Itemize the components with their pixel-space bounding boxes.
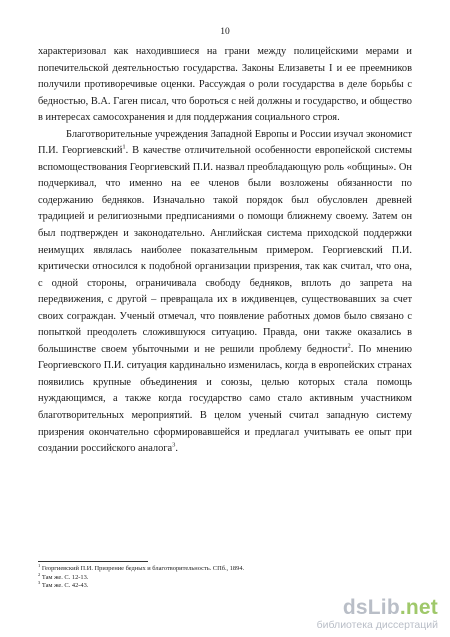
footnote-number: 1	[38, 562, 41, 568]
dslib-watermark[interactable]	[288, 597, 438, 631]
logo-accent: .net	[399, 596, 438, 619]
footnote-number: 2	[38, 571, 41, 577]
footnote-text: Георгиевский П.И. Призрение бедных и благотворительность. СПб., 1894.	[40, 565, 245, 572]
footnote-text: Там же. С. 12-13.	[40, 573, 89, 581]
footnote-ref-1[interactable]: 1	[122, 143, 126, 151]
paragraph-2-part-2: . В качестве отличительной особенности европейской системы вспомоществования Георгиевский П.И. назвал преобладающую роль «общины». Он подчеркивал, что именно на ее членов были возложены обязанности по содержанию бедняков. Изначально такой порядок был обусловлен древней традицией и религиозными предписаниями о помощи ближнему своему. Затем он был подтвержден и законодательно. Английская система приходской поддержки неимущих являлась наиболее показательным примером. Георгиевский П.И. критически относился к подобной организации призрения, так как считал, что она, с одной стороны, ограничивала свободу бедняков, вплоть до запрета на передвижения, с другой – превращала их в иждивенцев, существовавших за счет своих сограждан. Ученый отмечал, что появление работных домов было связано с попыткой преодолеть сложившуюся ситуацию. Правда, они также оказались в большинстве своем убыточными и не решили проблему бедности	[38, 145, 412, 355]
footnote-ref-3[interactable]: 3	[172, 441, 176, 449]
paragraph-2-part-1: Благотворительные учреждения Западной Европы и России изучал экономист П.И. Георгиевский	[38, 128, 412, 157]
main-text	[38, 44, 412, 458]
paragraph-2-part-4: .	[175, 443, 179, 455]
footnote-ref-2[interactable]: 2	[347, 342, 351, 350]
paragraph-1: характеризовал как находившиеся на грани между полицейскими мерами и попечительской деятельностью государства. Законы Елизаветы I и ее преемников получили противоречивые оценки. Рассуждая о роли государства в деле борьбы с бедностью, В.А. Гаген писал, что бороться с ней должны и государство, и общество в интересах самосохранения и для поддержания социального строя.	[38, 46, 412, 124]
dslib-logo	[288, 597, 438, 619]
footnote-3	[38, 582, 338, 591]
paragraph-2-part-3: . По мнению Георгиевского П.И. ситуация кардинально изменилась, когда в европейских странах появились крупные объединения и союзы, целью которых стала помощь нуждающимся, а также когда государство само стало активным участником благотворительных мероприятий. В целом ученый считал западную систему призрения окончательно сформировавшейся и предлагал учитывать ее опыт при создании российского аналога	[38, 343, 413, 455]
logo-subtitle: библиотека диссертаций	[316, 619, 438, 631]
footnotes	[38, 562, 338, 591]
footnote-separator	[38, 561, 148, 562]
paragraph-2	[38, 127, 412, 458]
logo-main: dsLib	[342, 596, 400, 619]
page-number: 10	[220, 27, 230, 37]
footnote-text: Там же. С. 42-43.	[40, 582, 89, 590]
footnote-number: 3	[38, 580, 41, 586]
